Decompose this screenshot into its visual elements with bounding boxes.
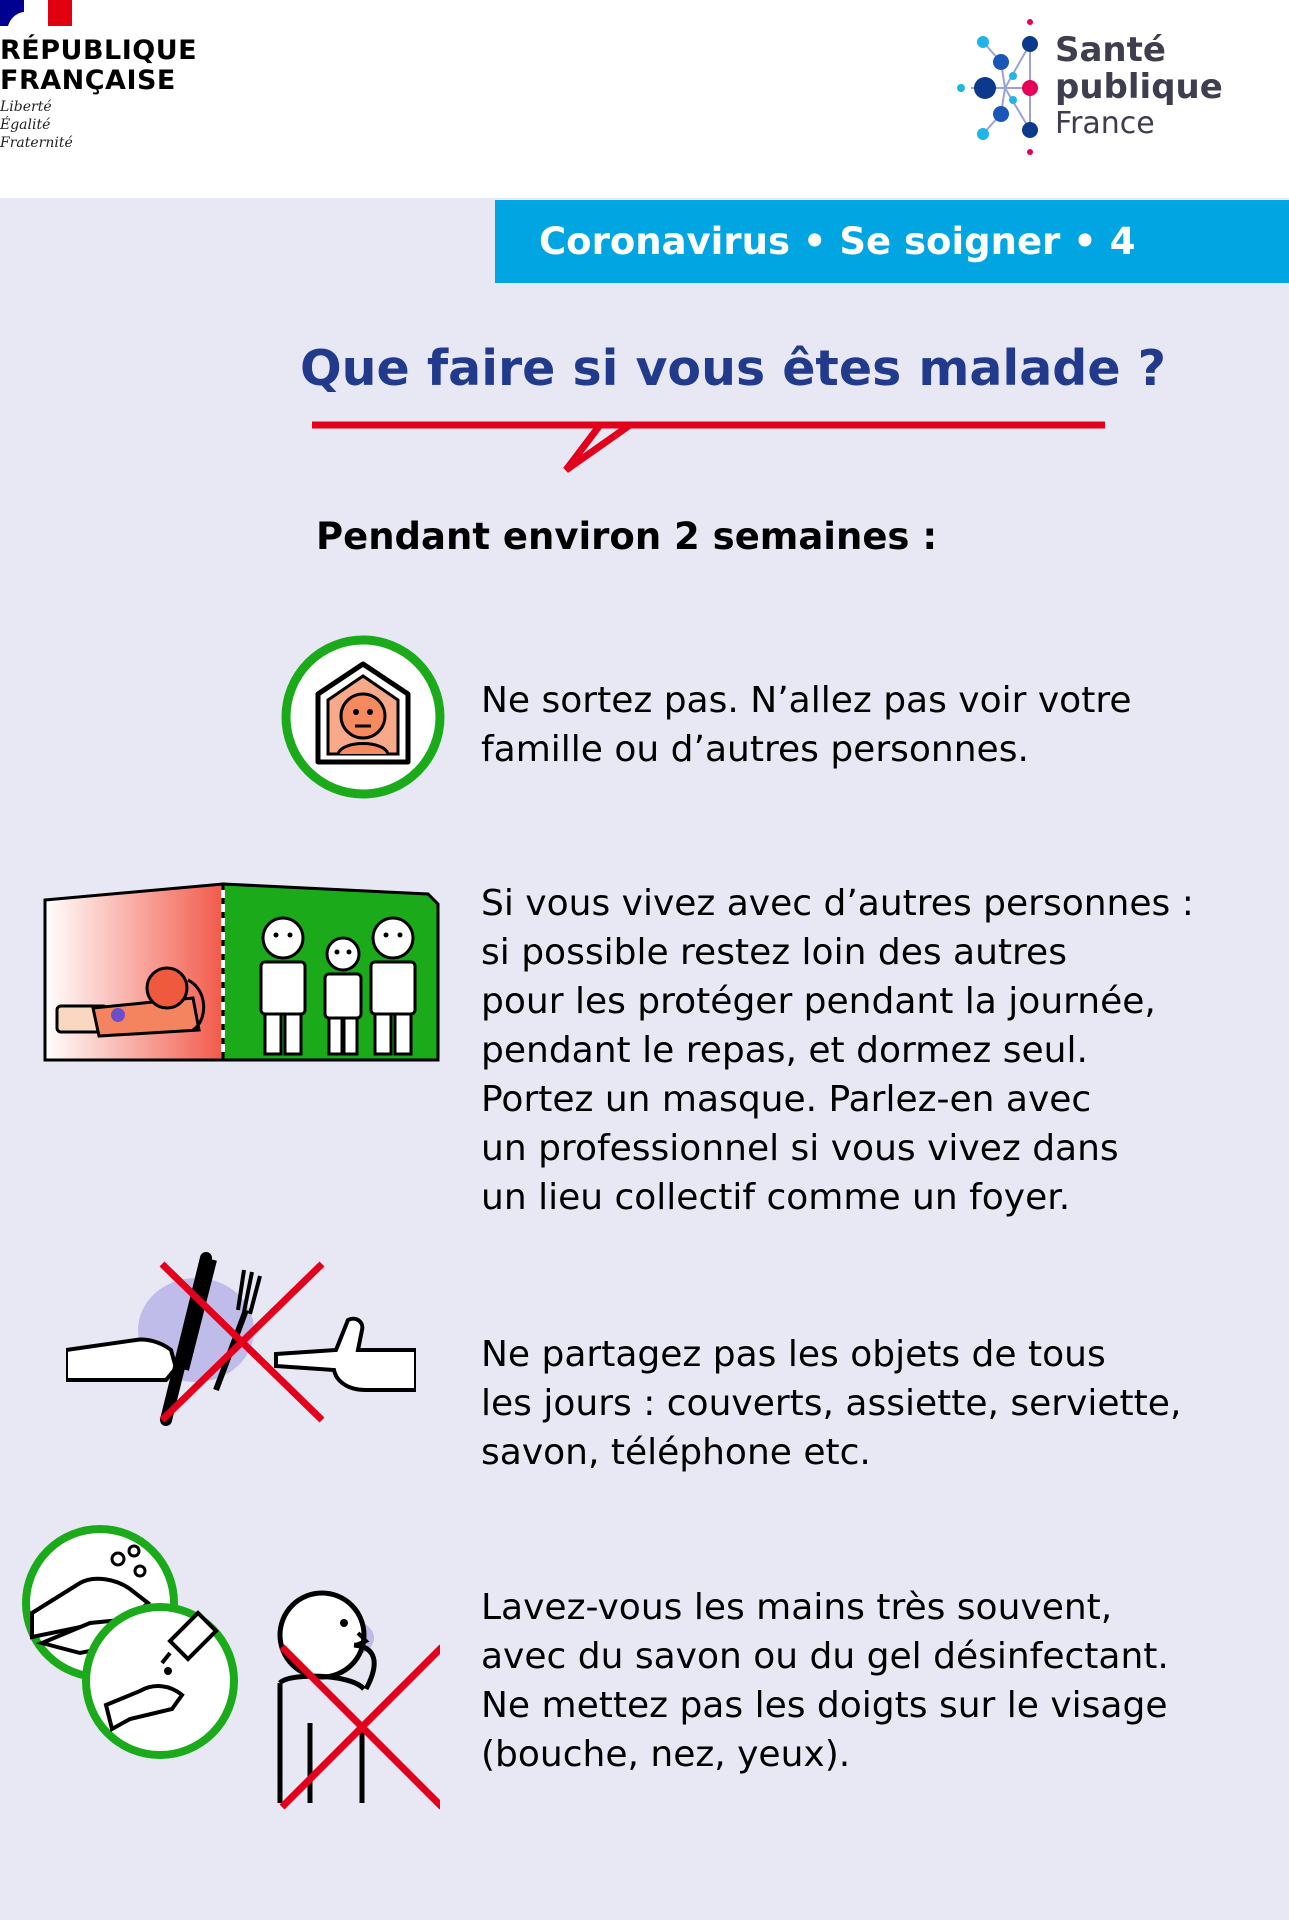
advice-distance-at-home: Si vous vivez avec d’autres personnes : si possible restez loin des autres pour les protéger pendant la journée, pendant le repas, et dormez seul. Portez un masque. Parlez-en avec un professionnel si vous vivez dans un lieu collectif comme un foyer. [481, 883, 1194, 1218]
page-header [0, 0, 1289, 198]
banner-text: Coronavirus • Se soigner • 4 [539, 220, 1136, 263]
handwashing-no-face-touch-icon [20, 1523, 440, 1813]
speech-underline-icon [300, 418, 1120, 478]
network-dots-icon [955, 18, 1055, 158]
rf-motto-egalite: Égalité [0, 117, 51, 133]
rf-line2: FRANÇAISE [0, 65, 176, 96]
spf-line3: France [1055, 106, 1155, 141]
spf-line2: publique [1055, 67, 1223, 107]
page-title: Que faire si vous êtes malade ? [300, 340, 1167, 397]
house-person-icon [280, 634, 446, 800]
rf-motto [0, 98, 73, 152]
spf-wordmark [1055, 32, 1223, 142]
duration-subtitle: Pendant environ 2 semaines : [316, 515, 938, 558]
rf-motto-fraternite: Fraternité [0, 135, 73, 151]
advice-no-sharing: Ne partagez pas les objets de tous les jours : couverts, assiette, serviette, savon, téléphone etc. [481, 1334, 1182, 1473]
marianne-flag-icon [0, 0, 72, 26]
sante-publique-france-logo [955, 18, 1223, 158]
advice-wash-hands: Lavez-vous les mains très souvent, avec du savon ou du gel désinfectant. Ne mettez pas les doigts sur le visage (bouche, nez, yeux). [481, 1587, 1169, 1775]
rf-name [0, 36, 197, 96]
section-banner [495, 200, 1289, 283]
rf-line1: RÉPUBLIQUE [0, 35, 198, 66]
isolation-room-icon [43, 880, 440, 1064]
rf-motto-liberte: Liberté [0, 99, 52, 115]
advice-stay-home: Ne sortez pas. N’allez pas voir votre famille ou d’autres personnes. [481, 680, 1132, 770]
no-sharing-objects-icon [66, 1250, 416, 1440]
spf-line1: Santé [1055, 30, 1166, 70]
republique-francaise-logo [0, 0, 198, 160]
